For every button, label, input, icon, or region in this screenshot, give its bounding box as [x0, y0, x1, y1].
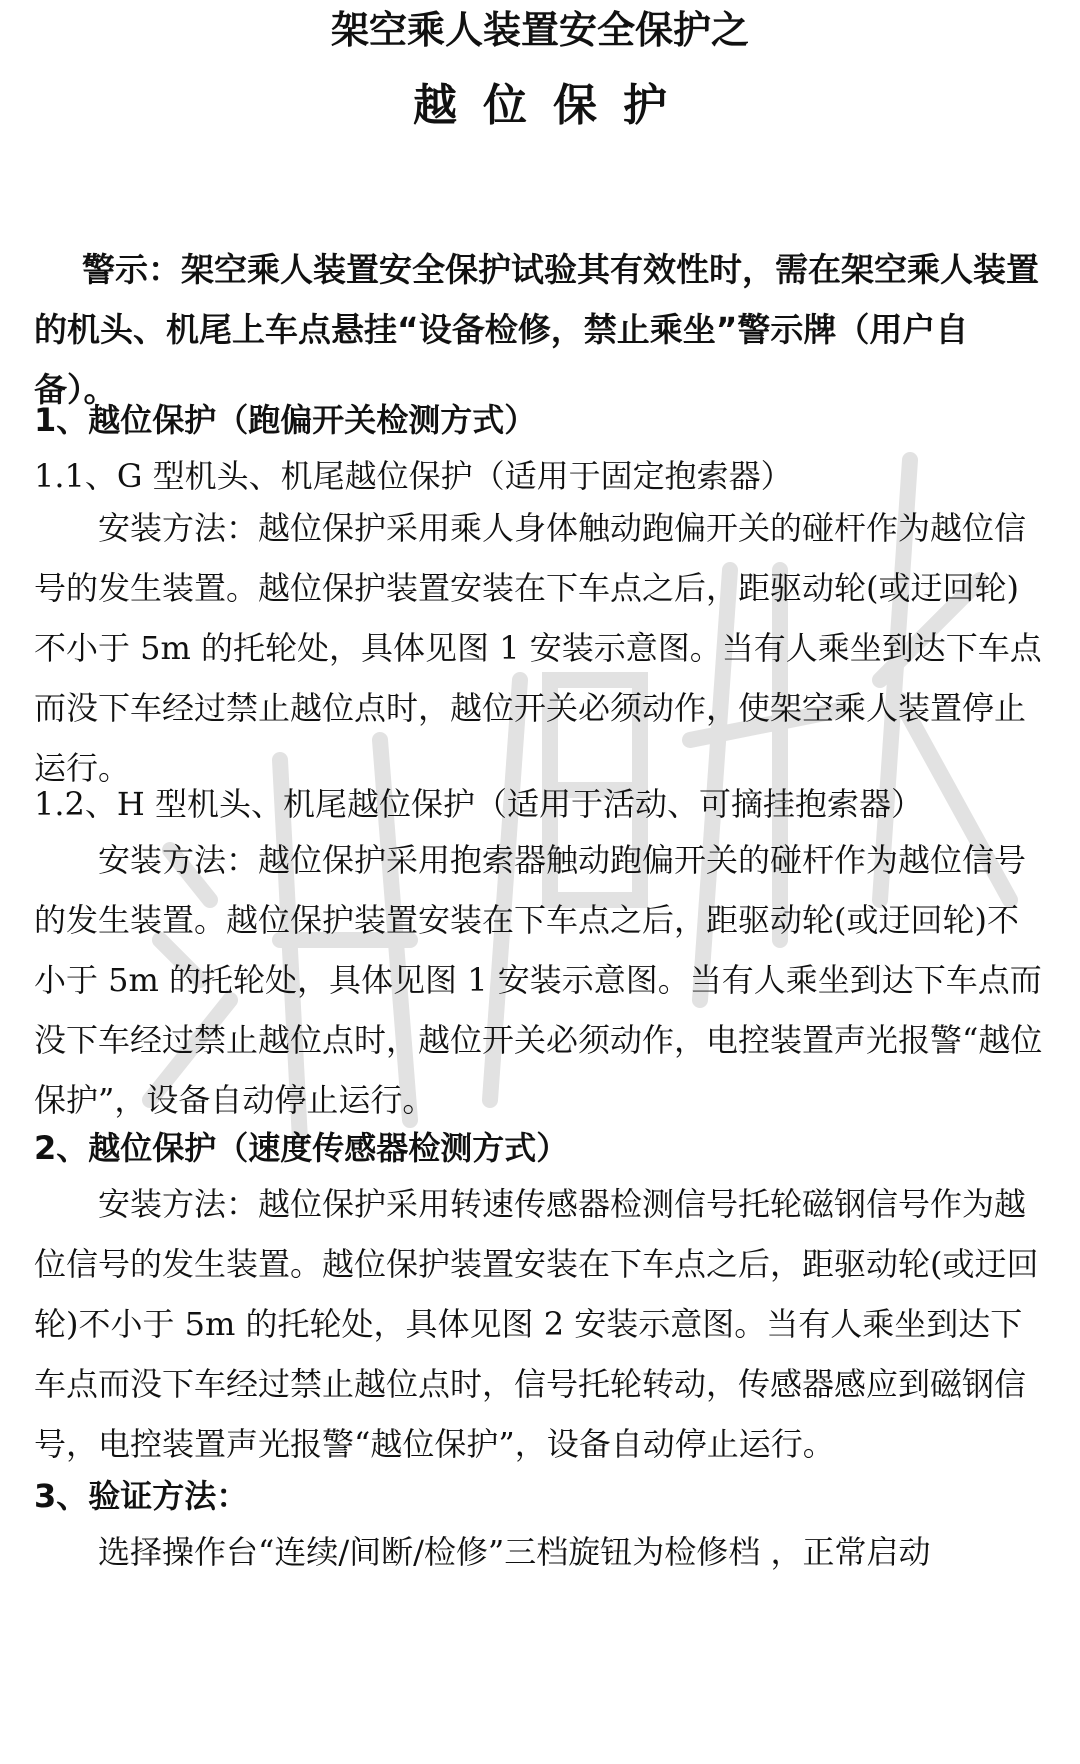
section2-text: 安装方法：越位保护采用转速传感器检测信号托轮磁钢信号作为越位信号的发生装置。越位保护装置安装在下车点之后，距驱动轮(或迂回轮)不小于 5m 的托轮处，具体见图 2 安装示意图。当有人乘坐到达下车点而没下车经过禁止越位点时，信号托轮转动，传感器感应到磁钢信号，电控装置声光报警“越位保护”，设备自动停止运行。 — [34, 1185, 1039, 1463]
section1-2-heading: 1.2、H 型机头、机尾越位保护（适用于活动、可摘挂抱索器） — [34, 785, 923, 823]
doc-subtitle: 越位保护 — [413, 80, 693, 131]
section1-1-text: 安装方法：越位保护采用乘人身体触动跑偏开关的碰杆作为越位信号的发生装置。越位保护装置安装在下车点之后，距驱动轮(或迂回轮)不小于 5m 的托轮处，具体见图 1 安装示意图。当有人乘坐到达下车点而没下车经过禁止越位点时，越位开关必须动作，使架空乘人装置停止运行。 — [34, 509, 1042, 787]
warning-paragraph: 警示：架空乘人装置安全保护试验其有效性时，需在架空乘人装置的机头、机尾上车点悬挂“设备检修，禁止乘坐”警示牌（用户自备）。 — [34, 250, 1039, 409]
section1-1-heading: 1.1、G 型机头、机尾越位保护（适用于固定抱索器） — [34, 457, 793, 495]
doc-title: 架空乘人装置安全保护之 — [330, 8, 749, 52]
section1-2-text: 安装方法：越位保护采用抱索器触动跑偏开关的碰杆作为越位信号的发生装置。越位保护装置安装在下车点之后，距驱动轮(或迂回轮)不小于 5m 的托轮处，具体见图 1 安装示意图。当有人乘坐到达下车点而没下车经过禁止越位点时，越位开关必须动作，电控装置声光报警“越位保护”，设备自动停止运行。 — [34, 841, 1043, 1119]
section2-heading: 2、越位保护（速度传感器检测方式） — [34, 1129, 569, 1167]
section3-heading: 3、验证方法： — [34, 1477, 249, 1515]
section3-text: 选择操作台“连续/间断/检修”三档旋钮为检修档 ，正常启动 — [98, 1533, 931, 1571]
section1-heading: 1、越位保护（跑偏开关检测方式） — [34, 401, 537, 439]
